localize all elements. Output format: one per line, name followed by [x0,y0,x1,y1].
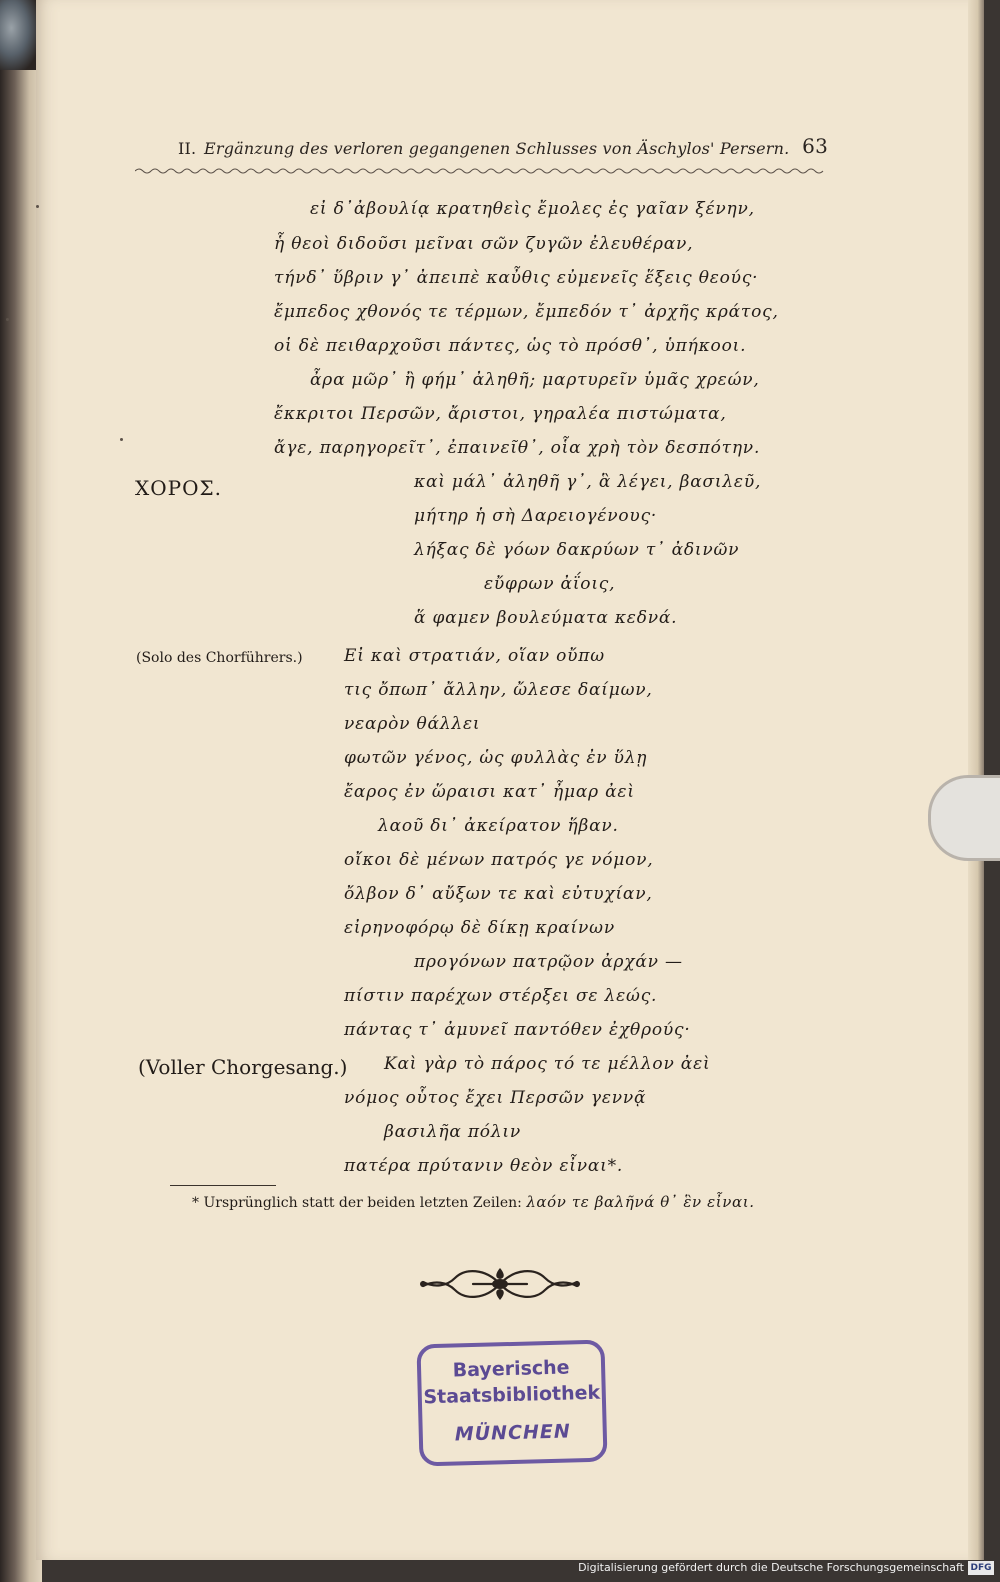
solo-line: ὄλβον δ᾽ αὔξων τε καὶ εὐτυχίαν, [344,884,653,904]
edge-speck [36,205,39,208]
chorus-line: μήτηρ ἡ σὴ Δαρειογένους· [414,506,658,526]
speaker-chorus: ΧΟΡΟΣ. [135,476,222,500]
solo-line: εἰρηνοφόρῳ δὲ δίκῃ κραίνων [344,918,615,938]
solo-line: νεαρὸν θάλλει [344,714,481,734]
footnote-text: * Ursprünglich statt der beiden letzten Zeilen: [192,1195,522,1211]
stamp-line: Staatsbibliothek [423,1381,601,1409]
footnote-rule [170,1185,276,1186]
full-chorus-line: Καὶ γὰρ τὸ πάρος τό τε μέλλον ἀεὶ [384,1054,711,1074]
solo-line: ἔαρος ἐν ὥραισι κατ᾽ ἦμαρ ἀεὶ [344,782,635,802]
solo-line: οἴκοι δὲ μένων πατρός γε νόμον, [344,850,654,870]
verse-line: οἱ δὲ πειθαρχοῦσι πάντες, ὡς τὸ πρόσθ᾽, ὑπήκοοι. [274,336,747,356]
footnote-greek: λαόν τε βαλῆνά θ᾽ ἓν εἶναι. [526,1193,755,1211]
solo-line: Εἰ καὶ στρατιάν, οἵαν οὔπω [344,646,605,666]
header-wavy-rule [135,166,825,176]
section-number: II. [178,139,197,158]
page-curl [0,0,38,70]
chorus-line: ἅ φαμεν βουλεύματα κεδνά. [414,608,678,628]
speaker-full-chorus: (Voller Chorgesang.) [138,1055,348,1079]
solo-line: λαοῦ δι᾽ ἀκείρατον ἥβαν. [378,816,619,836]
header-title: Ergänzung des verloren gegangenen Schlusses von Äschylos' Persern. [204,139,790,158]
verse-line: ἔκκριτοι Περσῶν, ἄριστοι, γηραλέα πιστώματα, [274,404,727,424]
dfg-logo: DFG [968,1561,994,1575]
chorus-line: εὔφρων ἀΐοις, [484,574,616,594]
stamp-line: MÜNCHEN [454,1420,572,1446]
full-chorus-line: νόμος οὗτος ἔχει Περσῶν γεννᾷ [344,1088,647,1108]
edge-speck [6,318,9,321]
verse-line: ἆρα μῶρ᾽ ἢ φήμ᾽ ἀληθῆ; μαρτυρεῖν ὑμᾶς χρεών, [310,370,760,390]
solo-line: πίστιν παρέχων στέρξει σε λεώς. [344,986,658,1006]
solo-line: φωτῶν γένος, ὡς φυλλὰς ἐν ὕλῃ [344,748,648,768]
verse-line: εἰ δ᾽ἀβουλίᾳ κρατηθεὶς ἔμολες ἐς γαῖαν ξένην, [310,199,755,219]
speaker-solo: (Solo des Chorführers.) [136,650,303,666]
solo-line: τις ὄπωπ᾽ ἄλλην, ὤλεσε δαίμων, [344,680,653,700]
digitization-credit: Digitalisierung gefördert durch die Deutsche Forschungsgemeinschaft [578,1561,964,1574]
footnote [192,1193,755,1211]
verse-line: τήνδ᾽ ὕβριν γ᾽ ἀπειπὲ καὖθις εὐμενεῖς ἕξεις θεούς· [274,268,759,288]
running-header [178,136,828,166]
verse-line: ἄγε, παρηγορεῖτ᾽, ἐπαινεῖθ᾽, οἷα χρὴ τὸν δεσπότην. [274,438,761,458]
library-stamp [416,1340,607,1467]
decorative-ornament [415,1262,585,1306]
verse-line: ἔμπεδος χθονός τε τέρμων, ἔμπεδόν τ᾽ ἀρχῆς κράτος, [274,302,779,322]
page-speck [120,438,123,441]
chorus-line: καὶ μάλ᾽ ἀληθῆ γ᾽, ἃ λέγει, βασιλεῦ, [414,472,762,492]
solo-line: προγόνων πατρῷον ἀρχάν — [414,952,683,972]
verse-line: ἧ θεοὶ διδοῦσι μεῖναι σῶν ζυγῶν ἐλευθέραν, [274,234,694,254]
scanner-clip [928,775,1000,861]
full-chorus-line: βασιλῆα πόλιν [384,1122,522,1142]
stamp-line: Bayerische [452,1356,570,1382]
page-number: 63 [802,134,828,158]
solo-line: πάντας τ᾽ ἀμυνεῖ παντόθεν ἐχθρούς· [344,1020,691,1040]
chorus-line: λήξας δὲ γόων δακρύων τ᾽ ἀδινῶν [414,540,740,560]
full-chorus-line: πατέρα πρύτανιν θεὸν εἶναι*. [344,1156,624,1176]
